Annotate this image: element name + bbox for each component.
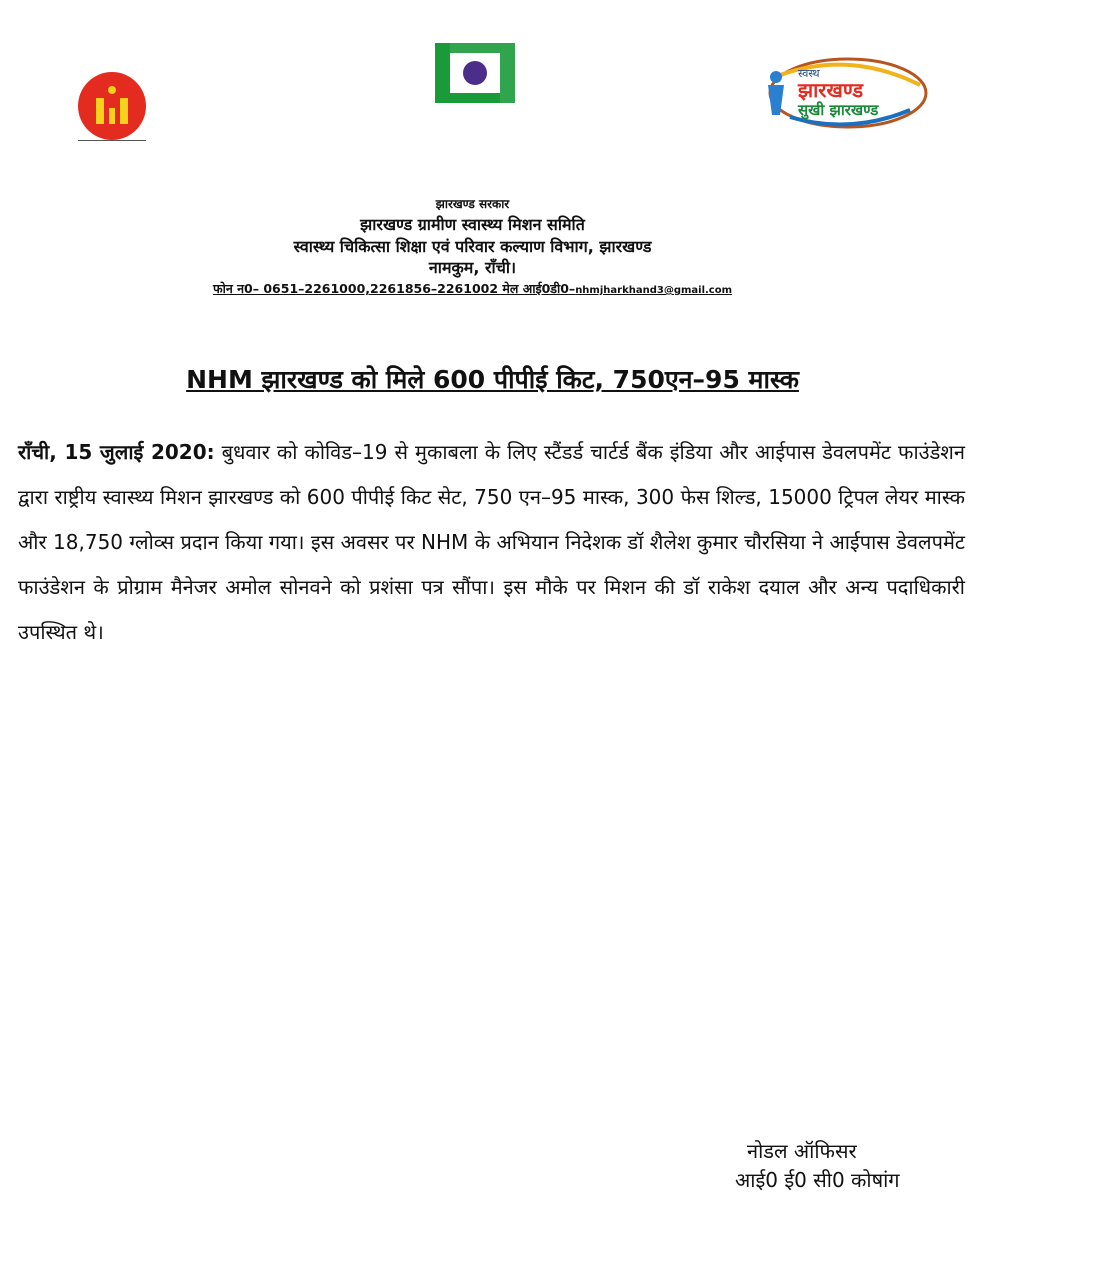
signature-block: [735, 1137, 900, 1195]
svg-text:सुखी झारखण्ड: सुखी झारखण्ड: [798, 101, 879, 119]
contact-line: [0, 280, 945, 297]
email-link[interactable]: nhmjharkhand3@gmail.com: [575, 285, 733, 296]
press-release-body: [18, 430, 965, 655]
signature-dept: आई0 ई0 सी0 कोषांग: [735, 1168, 900, 1192]
address: नामकुम, राँची।: [428, 258, 517, 277]
signature-title: नोडल ऑफिसर: [747, 1139, 857, 1163]
body-text: बुधवार को कोविड–19 से मुकाबला के लिए स्टैंडर्ड चार्टर्ड बैंक इंडिया और आईपास डेवलपमेंट फाउंडेशन द्वारा राष्ट्रीय स्वास्थ्य मिशन झारखण्ड को 600 पीपीई किट सेट, 750 एन–95 मास्क, 300 फेस शिल्ड, 15000 ट्रिपल लेयर मास्क और 18,750 ग्लोव्स प्रदान किया गया। इस अवसर पर NHM के अभियान निदेशक डॉ शैलेश कुमार चौरसिया ने आईपास डेवलपमेंट फाउंडेशन के प्रोग्राम मैनेजर अमोल सोनवने को प्रशंसा पत्र सौंपा। इस मौके पर मिशन की डॉ राकेश दयाल और अन्य पदाधिकारी उपस्थित थे।: [18, 440, 966, 644]
press-release-title: [0, 362, 985, 396]
organization-name: झारखण्ड ग्रामीण स्वास्थ्य मिशन समिति: [360, 215, 585, 234]
dateline: राँची, 15 जुलाई 2020:: [18, 440, 215, 464]
nhm-logo: [58, 60, 166, 150]
svg-text:स्वस्थ: स्वस्थ: [798, 67, 820, 80]
contact-text: फोन न0– 0651–2261000,2261856–2261002 मेल आई0डी0–: [212, 281, 576, 296]
svg-text:झारखण्ड: झारखण्ड: [798, 78, 864, 102]
jharkhand-govt-emblem: [420, 38, 530, 108]
title-text: NHM झारखण्ड को मिले 600 पीपीई किट, 750एन–95 मास्क: [186, 365, 799, 394]
govt-name: झारखण्ड सरकार: [435, 197, 510, 211]
swasth-jharkhand-logo: [760, 55, 930, 130]
department-name: स्वास्थ्य चिकित्सा शिक्षा एवं परिवार कल्याण विभाग, झारखण्ड: [293, 237, 652, 256]
